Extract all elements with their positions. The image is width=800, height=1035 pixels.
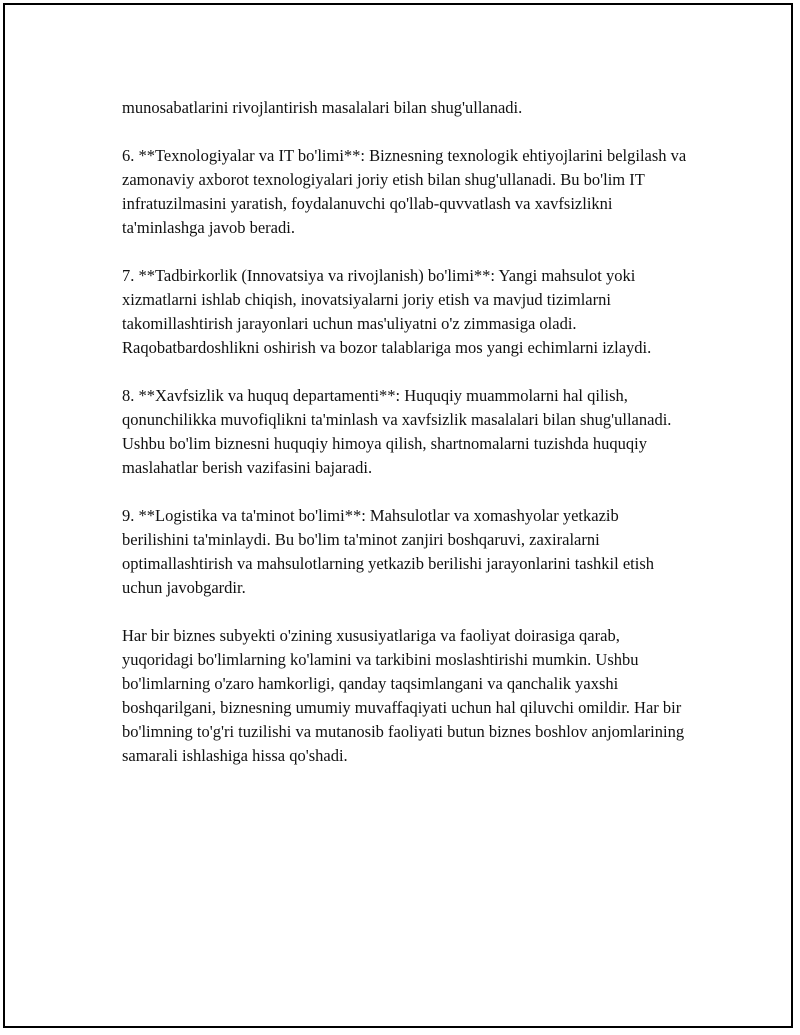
paragraph-item-7: 7. **Tadbirkorlik (Innovatsiya va rivojlanish) bo'limi**: Yangi mahsulot yoki xizmatlarni ishlab chiqish, inovatsiyalarni joriy etish va mavjud tizimlarni takomillashtirish jarayonlari uchun mas'uliyatni o'z zimmasiga oladi. Raqobatbardoshlikni oshirish va bozor talablariga mos yangi echimlarni izlaydi. bbox=[122, 266, 652, 357]
paragraph-conclusion: Har bir biznes subyekti o'zining xususiyatlariga va faoliyat doirasiga qarab, yuqoridagi bo'limlarning ko'lamini va tarkibini moslashtirishi mumkin. Ushbu bo'limlarning o'zaro hamkorligi, qanday taqsimlangani va qanchalik yaxshi boshqarilgani, biznesning umumiy muvaffaqiyati uchun hal qiluvchi omildir. Har bir bo'limning to'g'ri tuzilishi va mutanosib faoliyati butun biznes boshlov anjomlarining samarali ishlashiga hissa qo'shadi. bbox=[122, 626, 685, 765]
page-frame bbox=[3, 3, 793, 1028]
paragraph-item-9: 9. **Logistika va ta'minot bo'limi**: Mahsulotlar va xomashyolar yetkazib berilishini ta'minlaydi. Bu bo'lim ta'minot zanjiri boshqaruvi, zaxiralarni optimallashtirish va mahsulotlarning yetkazib berilishi jarayonlarini tashkil etish uchun javobgardir. bbox=[122, 506, 655, 597]
paragraph-item-6: 6. **Texnologiyalar va IT bo'limi**: Biznesning texnologik ehtiyojlarini belgilash va zamonaviy axborot texnologiyalari joriy etish bilan shug'ullanadi. Bu bo'lim IT infratuzilmasini yaratish, foydalanuvchi qo'llab-quvvatlash va xavfsizlikni ta'minlashga javob beradi. bbox=[122, 146, 687, 237]
paragraph-continuation: munosabatlarini rivojlantirish masalalari bilan shug'ullanadi. bbox=[122, 98, 523, 117]
paragraph-item-8: 8. **Xavfsizlik va huquq departamenti**: Huquqiy muammolarni hal qilish, qonunchilikka muvofiqlikni ta'minlash va xavfsizlik masalalari bilan shug'ullanadi. Ushbu bo'lim biznesni huquqiy himoya qilish, shartnomalarni tuzishda huquqiy maslahatlar berish vazifasini bajaradi. bbox=[122, 386, 672, 477]
document-body bbox=[122, 96, 687, 768]
